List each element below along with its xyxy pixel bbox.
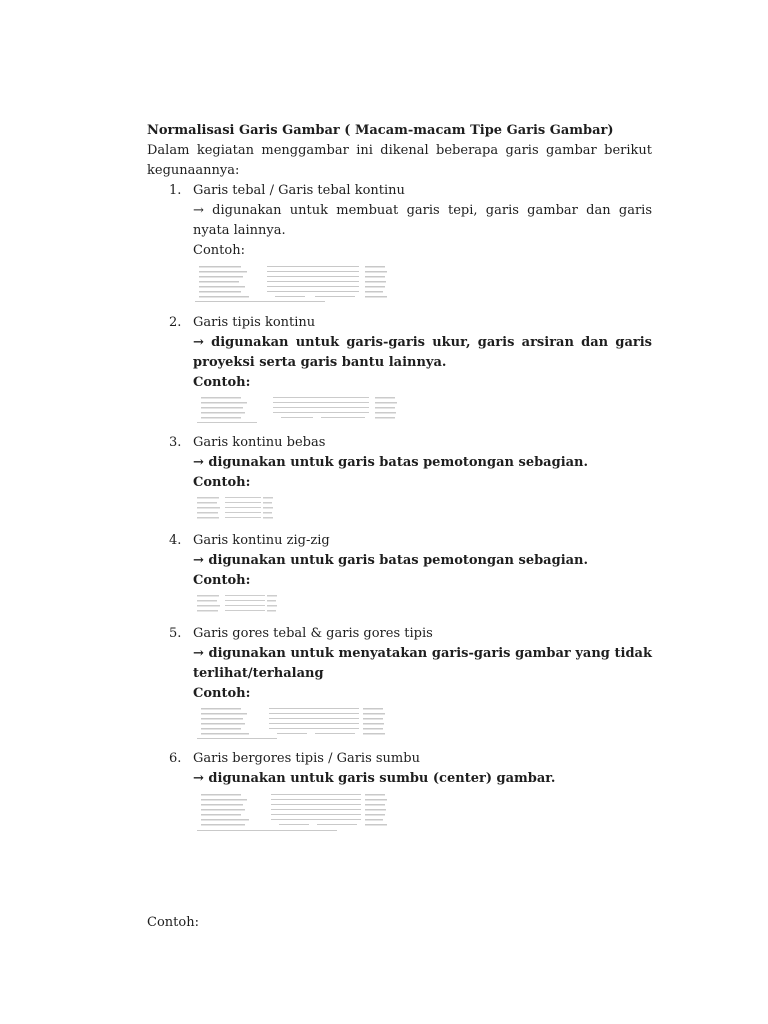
item-title: Garis tipis kontinu: [193, 315, 316, 330]
item-description: → digunakan untuk menyatakan garis-garis gambar yang tidak terlihat/terhalang: [193, 646, 652, 681]
item-description: → digunakan untuk garis-garis ukur, garis arsiran dan garis proyeksi serta garis bantu lainnya.: [193, 335, 652, 370]
item-description: → digunakan untuk membuat garis tepi, garis gambar dan garis nyata lainnya.: [193, 203, 652, 238]
list-item: [147, 181, 652, 306]
item-title: Garis gores tebal & garis gores tipis: [193, 626, 433, 641]
example-label: Contoh:: [193, 243, 245, 258]
line-types-list: [147, 181, 652, 836]
list-item: [147, 749, 652, 836]
item-number: 6.: [169, 751, 182, 766]
document-title: Normalisasi Garis Gambar ( Macam-macam Tipe Garis Gambar): [147, 123, 614, 138]
item-description: → digunakan untuk garis sumbu (center) gambar.: [193, 771, 556, 786]
closing-example-label: Contoh:: [147, 915, 199, 930]
item-number: 4.: [169, 533, 182, 548]
example-image: [193, 394, 413, 426]
example-image: [193, 262, 398, 306]
item-title: Garis bergores tipis / Garis sumbu: [193, 751, 420, 766]
item-number: 3.: [169, 435, 182, 450]
item-number: 5.: [169, 626, 182, 641]
intro-paragraph: Dalam kegiatan menggambar ini dikenal beberapa garis gambar berikut kegunaannya:: [147, 143, 652, 178]
example-label: Contoh:: [193, 375, 251, 390]
item-description: → digunakan untuk garis batas pemotongan sebagian.: [193, 553, 589, 568]
list-item: [147, 313, 652, 426]
example-label: Contoh:: [193, 686, 251, 701]
example-image: [193, 592, 283, 618]
document-body: [147, 121, 652, 836]
list-item: [147, 624, 652, 743]
item-number: 1.: [169, 183, 182, 198]
example-label: Contoh:: [193, 475, 251, 490]
example-image: [193, 494, 278, 524]
item-description: → digunakan untuk garis batas pemotongan sebagian.: [193, 455, 589, 470]
example-image: [193, 705, 398, 743]
item-title: Garis kontinu zig-zig: [193, 533, 330, 548]
item-title: Garis kontinu bebas: [193, 435, 326, 450]
item-title: Garis tebal / Garis tebal kontinu: [193, 183, 405, 198]
list-item: [147, 531, 652, 618]
example-label: Contoh:: [193, 573, 251, 588]
example-image: [193, 790, 398, 836]
list-item: [147, 433, 652, 524]
item-number: 2.: [169, 315, 182, 330]
